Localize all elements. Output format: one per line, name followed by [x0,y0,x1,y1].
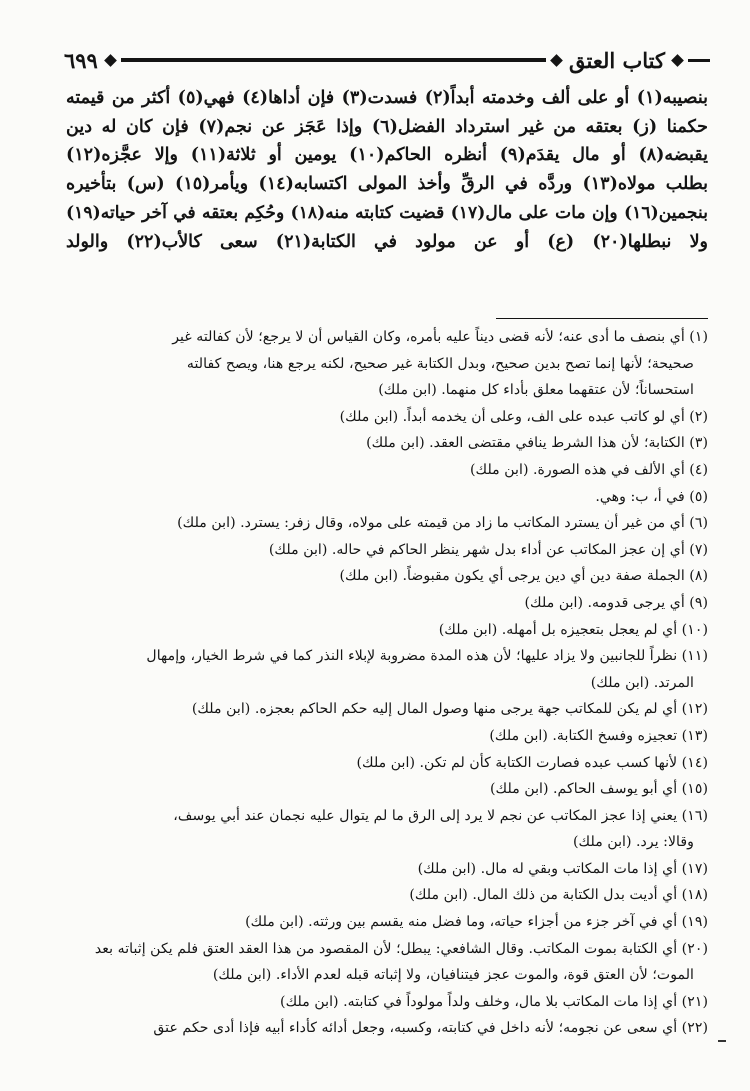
main-text-line: بنصيبه(١) أو على ألف وخدمته أبداً(٢) فسدت(٣) فإن أداها(٤) فهي(٥) أكثر من قيمته [66,88,708,108]
footnote-line: الموت؛ لأن العتق قوة، والموت عجز فيتنافيان، ولا إثباته قبله لعدم الأداء. (ابن ملك) [212,967,694,984]
header-dash-ornament [688,59,710,62]
footnote-line: (١٢) أي لم يكن للمكاتب جهة يرجى منها وصول المال إليه حكم الحاكم بعجزه. (ابن ملك) [191,701,708,718]
footnote-line: صحيحة؛ لأنها إنما تصح بدين صحيح، وبدل الكتابة غير صحيح، لكنه يرجع هنا، ويصح كفالته [186,355,694,372]
footnote-line: (١٦) يعني إذا عجز المكاتب عن نجم لا يرد إلى الرق ما لم يتوال عليه نجمان عند أبي يوسف، [173,807,708,824]
header-diamond-ornament [671,54,684,67]
page-number: ٦٩٩ [64,47,98,73]
header-rule [121,58,546,62]
footnote-line: (١٩) أي في آخر جزء من أجزاء حياته، وما فضل منه يقسم بين ورثته. (ابن ملك) [245,914,708,931]
main-text-line: بطلب مولاه(١٣) وردَّه في الرقِّ وأخذ المولى اكتسابه(١٤) ويأمر(١٥) (س) بتأخيره [66,174,708,195]
main-text-line: ولا نبطلها(٢٠) (ع) أو عن مولود في الكتابة(٢١) سعى كالأب(٢٢) والولد [66,231,709,252]
footnotes [56,324,708,1042]
book-title: كتاب العتق [568,47,665,73]
footnote-line: (٢) أي لو كاتب عبده على الف، وعلى أن يخدمه أبداً. (ابن ملك) [339,408,708,425]
footnote-line: (٣) الكتابة؛ لأن هذا الشرط ينافي مقتضى العقد. (ابن ملك) [366,435,708,452]
header-diamond-ornament [104,54,117,67]
footnote-line: (١٤) لأنها كسب عبده فصارت الكتابة كأن لم تكن. (ابن ملك) [356,754,708,771]
footnote-line: (٨) الجملة صفة دين أي دين يرجى أي يكون مقبوضاً. (ابن ملك) [339,568,708,585]
footnote-line: (١٨) أي أديت بدل الكتابة من ذلك المال. (ابن ملك) [409,887,708,904]
main-text-line: حكمنا (ز) بعتقه من غير استرداد الفضل(٦) وإذا عَجَز عن نجم(٧) فإن كان له دين [66,116,708,137]
main-text [66,84,708,256]
footnote-line: (٢٢) أي سعى عن نجومه؛ لأنه داخل في كتابته، وكسبه، وجعل أدائه كأداء أبيه فإذا أدى حكم عتق [153,1020,708,1037]
main-text-line: يقبضه(٨) أو مال يقدَم(٩) أنظره الحاكم(١٠) يومين أو ثلاثة(١١) وإلا عجَّزه(١٢) [66,145,708,166]
running-header [64,42,710,78]
footnote-line: (١) أي بنصف ما أدى عنه؛ لأنه قضى ديناً عليه بأمره، وكان القياس أن لا يرجع؛ لأن كفالته غير [172,329,708,345]
footnote-line: (٤) أي الألف في هذه الصورة. (ابن ملك) [469,461,708,478]
print-mark [718,1040,726,1042]
footnote-line: (١١) نظراً للجانبين ولا يزاد عليها؛ لأن هذه المدة مضروبة لإبلاء النذر كما في شرط الخيار، وإمهال [146,648,708,665]
footnote-divider [496,318,708,319]
footnote-line: (٩) أي يرجى قدومه. (ابن ملك) [524,594,708,611]
footnote-line: (١٥) أي أبو يوسف الحاكم. (ابن ملك) [490,781,708,798]
footnote-line: (١٧) أي إذا مات المكاتب وبقي له مال. (ابن ملك) [417,860,708,877]
footnote-line: المرتد. (ابن ملك) [590,674,694,691]
main-text-line: بنجمين(١٦) وإن مات على مال(١٧) قضيت كتابته منه(١٨) وحُكِم بعتقه في آخر حياته(١٩) [66,202,708,223]
footnote-line: (١٣) تعجيزه وفسخ الكتابة. (ابن ملك) [489,727,708,744]
footnote-line: استحساناً؛ لأن عتقهما معلق بأداء كل منهما. (ابن ملك) [378,382,694,399]
footnote-line: (٧) أي إن عجز المكاتب عن أداء بدل شهر ينظر الحاكم في حاله. (ابن ملك) [268,541,708,558]
footnote-line: (٦) أي من غير أن يسترد المكاتب ما زاد من قيمته على مولاه، وقال زفر: يسترد. (ابن ملك) [177,515,708,532]
footnote-line: (٢٠) أي الكتابة بموت المكاتب. وقال الشافعي: يبطل؛ لأن المقصود من هذا العقد العتق فلم يكن إثباته بعد [94,940,708,957]
footnote-line: (١٠) أي لم يعجل بتعجيزه بل أمهله. (ابن ملك) [438,621,708,638]
footnote-line: (٢١) أي إذا مات المكاتب بلا مال، وخلف ولداً مولوداً في كتابته. (ابن ملك) [280,993,708,1010]
footnote-line: (٥) في أ، ب: وهي. [595,488,708,505]
footnote-line: وقالا: يرد. (ابن ملك) [573,834,694,851]
header-diamond-ornament [550,54,563,67]
